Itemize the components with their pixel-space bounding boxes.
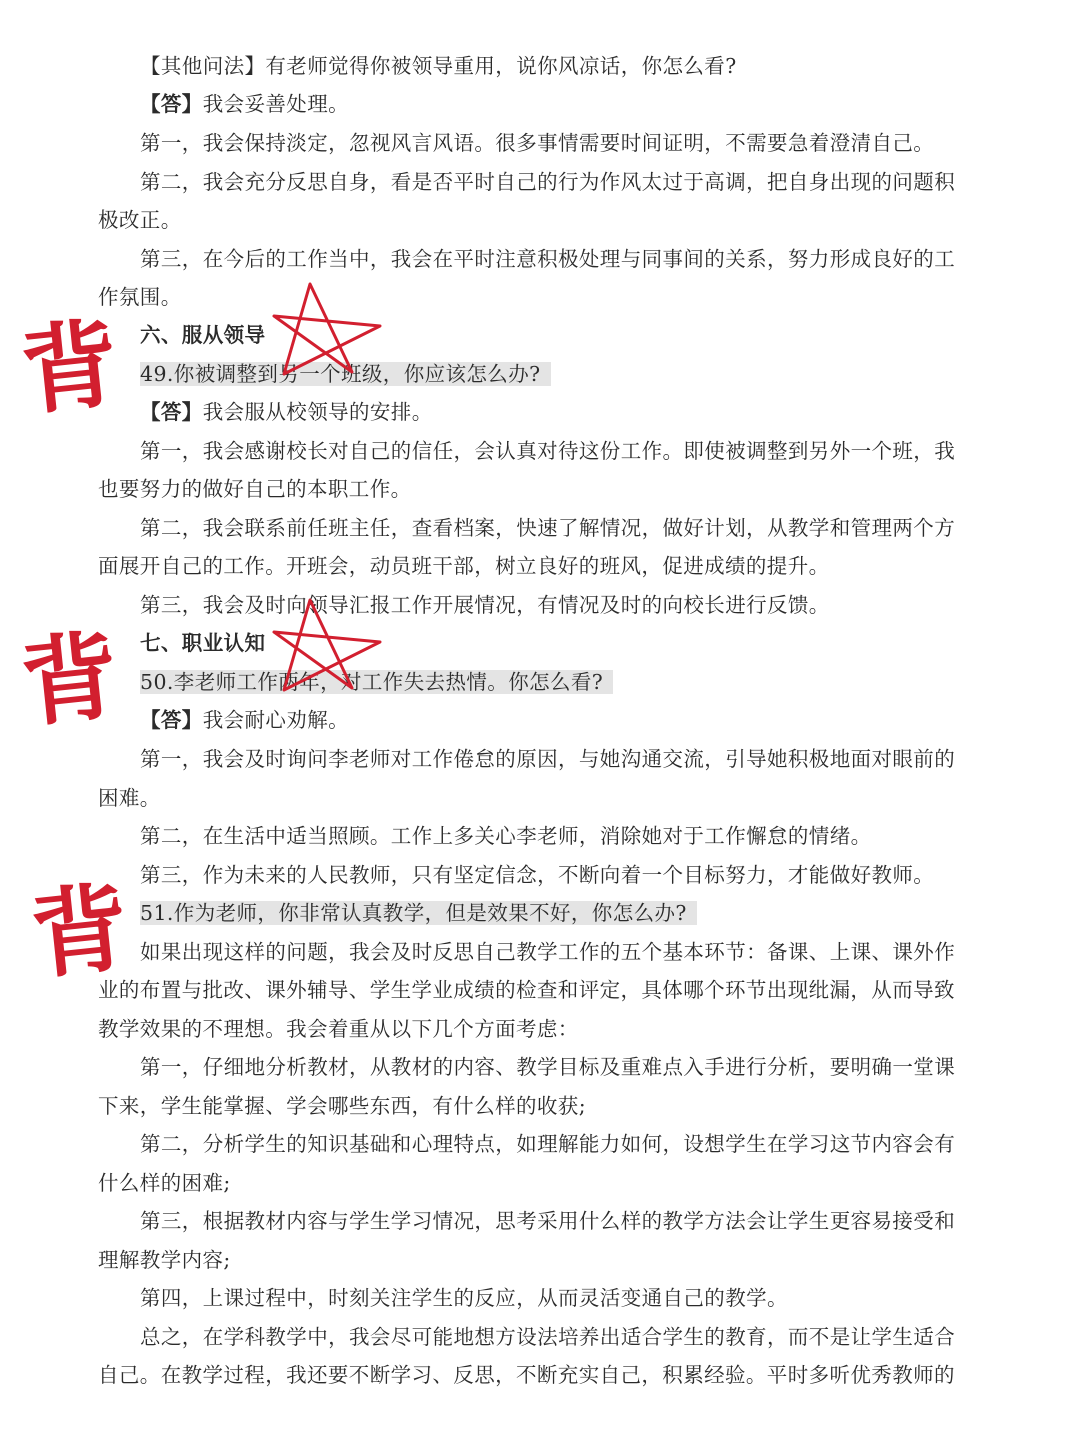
question-highlight: 51.作为老师，你非常认真教学，但是效果不好，你怎么办?	[140, 901, 697, 925]
answer-label: 【答】	[140, 400, 203, 424]
text-line: 第一，仔细地分析教材，从教材的内容、教学目标及重难点入手进行分析，要明确一堂课	[140, 1055, 956, 1079]
memorize-mark: 背	[16, 307, 124, 429]
text-line: 作氛围。	[98, 285, 182, 309]
text-line: 第三，根据教材内容与学生学习情况，思考采用什么样的教学方法会让学生更容易接受和	[140, 1209, 956, 1233]
question-highlight: 49.你被调整到另一个班级，你应该怎么办?	[140, 362, 551, 386]
text-line: 第一，我会及时询问李老师对工作倦怠的原因，与她沟通交流，引导她积极地面对眼前的	[140, 747, 956, 771]
text-line: 面展开自己的工作。开班会，动员班干部，树立良好的班风，促进成绩的提升。	[98, 554, 830, 578]
text-line: 理解教学内容;	[98, 1248, 231, 1272]
text-line: 第二，我会联系前任班主任，查看档案，快速了解情况，做好计划，从教学和管理两个方	[140, 516, 956, 540]
text-line: 业的布置与批改、课外辅导、学生学业成绩的检查和评定，具体哪个环节出现纰漏，从而导致	[98, 978, 955, 1002]
answer-label: 【答】	[140, 92, 203, 116]
text-line: 什么样的困难;	[98, 1171, 231, 1195]
question-line	[140, 899, 1030, 927]
text-line: 下来，学生能掌握、学会哪些东西，有什么样的收获;	[98, 1094, 587, 1118]
text-line: 第四，上课过程中，时刻关注学生的反应，从而灵活变通自己的教学。	[140, 1286, 788, 1310]
text-line: 【其他问法】有老师觉得你被领导重用，说你风凉话，你怎么看?	[140, 54, 737, 78]
question-highlight: 50.李老师工作两年，对工作失去热情。你怎么看?	[140, 670, 613, 694]
text-line: 也要努力的做好自己的本职工作。	[98, 477, 412, 501]
section-heading: 六、服从领导	[140, 323, 266, 347]
answer-line	[140, 398, 1030, 426]
text-line: 第二，在生活中适当照顾。工作上多关心李老师，消除她对于工作懈怠的情绪。	[140, 824, 872, 848]
answer-text: 我会服从校领导的安排。	[202, 400, 433, 424]
text-line: 教学效果的不理想。我会着重从以下几个方面考虑：	[98, 1017, 579, 1041]
memorize-mark: 背	[26, 871, 134, 993]
answer-text: 我会妥善处理。	[202, 92, 350, 116]
text-line: 第三，作为未来的人民教师，只有坚定信念，不断向着一个目标努力，才能做好教师。	[140, 863, 935, 887]
section-heading: 七、职业认知	[140, 631, 266, 655]
text-line: 如果出现这样的问题，我会及时反思自己教学工作的五个基本环节：备课、上课、课外作	[140, 940, 956, 964]
text-line: 自己。在教学过程，我还要不断学习、反思，不断充实自己，积累经验。平时多听优秀教师的	[98, 1363, 955, 1387]
text-line: 第二，分析学生的知识基础和心理特点，如理解能力如何，设想学生在学习这节内容会有	[140, 1132, 956, 1156]
text-line: 第一，我会感谢校长对自己的信任，会认真对待这份工作。即使被调整到另外一个班，我	[140, 439, 956, 463]
text-line: 总之，在学科教学中，我会尽可能地想方设法培养出适合学生的教育，而不是让学生适合	[140, 1325, 956, 1349]
text-line: 困难。	[98, 786, 161, 810]
answer-line	[140, 90, 1030, 118]
memorize-mark: 背	[16, 619, 124, 741]
star-icon	[270, 278, 386, 376]
text-line: 第三，我会及时向领导汇报工作开展情况，有情况及时的向校长进行反馈。	[140, 593, 830, 617]
text-line: 第三，在今后的工作当中，我会在平时注意积极处理与同事间的关系，努力形成良好的工	[140, 247, 956, 271]
answer-text: 我会耐心劝解。	[202, 708, 350, 732]
text-line: 第一，我会保持淡定，忽视风言风语。很多事情需要时间证明，不需要急着澄清自己。	[140, 131, 935, 155]
answer-line	[140, 706, 1030, 734]
text-line: 极改正。	[98, 208, 182, 232]
star-icon	[270, 594, 386, 692]
answer-label: 【答】	[140, 708, 203, 732]
text-line: 第二，我会充分反思自身，看是否平时自己的行为作风太过于高调，把自身出现的问题积	[140, 170, 956, 194]
